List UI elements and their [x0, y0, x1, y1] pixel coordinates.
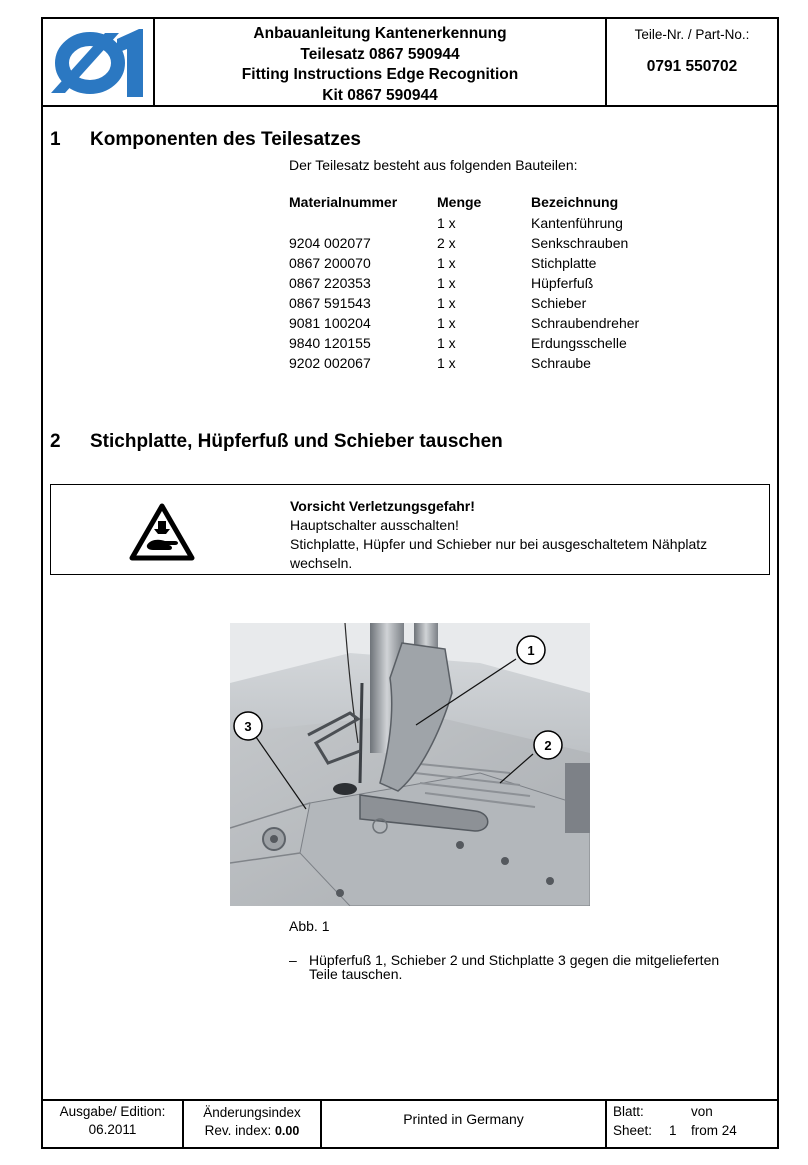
description: Schieber — [531, 295, 587, 311]
material-number: 0867 591543 — [289, 295, 371, 311]
parts-intro: Der Teilesatz besteht aus folgenden Bauteilen: — [289, 157, 578, 173]
description: Senkschrauben — [531, 235, 629, 251]
revision-cell — [184, 1101, 322, 1147]
warning-line: wechseln. — [290, 555, 353, 571]
instruction-line: Hüpferfuß 1, Schieber 2 und Stichplatte 3 gegen die mitgelieferten — [309, 952, 720, 968]
column-header: Materialnummer — [289, 194, 398, 210]
document-frame — [41, 17, 779, 1149]
parts-table — [289, 191, 691, 373]
material-number: 9202 002067 — [289, 355, 371, 371]
section-title: Stichplatte, Hüpferfuß und Schieber tauschen — [90, 431, 503, 452]
description: Hüpferfuß — [531, 275, 594, 291]
sheet-label-de: Blatt: — [613, 1104, 644, 1119]
table-row — [289, 353, 691, 373]
printed-cell — [322, 1101, 607, 1147]
sheet-label-en: Sheet: — [613, 1123, 653, 1138]
description: Kantenführung — [531, 215, 623, 231]
description: Stichplatte — [531, 255, 597, 271]
table-row — [289, 273, 691, 293]
warning-title: Vorsicht Verletzungsgefahr! — [290, 498, 475, 514]
material-number — [289, 213, 437, 233]
warning-line: Hauptschalter ausschalten! — [290, 517, 459, 533]
title-line: Teilesatz 0867 590944 — [300, 45, 460, 63]
callout-3: 3 — [244, 719, 252, 734]
quantity: 1 x — [437, 275, 456, 291]
description: Schraubendreher — [531, 315, 640, 331]
quantity: 1 x — [437, 335, 456, 351]
description: Erdungsschelle — [531, 335, 627, 351]
sheet-number: 1 — [669, 1123, 677, 1138]
table-row — [289, 293, 691, 313]
title-line: Fitting Instructions Edge Recognition — [241, 66, 519, 83]
figure-1-photo — [230, 623, 590, 906]
revision-value: 0.00 — [274, 1124, 300, 1138]
section-number: 1 — [50, 129, 61, 150]
quantity: 2 x — [437, 235, 456, 251]
part-number: 0791 550702 — [646, 58, 738, 75]
edition-label: Ausgabe/ Edition: — [59, 1104, 166, 1119]
edition-value: 06.2011 — [88, 1122, 137, 1137]
warning-box — [50, 484, 770, 575]
warning-line: Stichplatte, Hüpfer und Schieber nur bei ausgeschaltetem Nähplatz — [290, 536, 708, 552]
table-row — [289, 253, 691, 273]
revision-label-de: Änderungsindex — [203, 1105, 301, 1120]
sheet-cell — [607, 1101, 777, 1147]
quantity: 1 x — [437, 355, 456, 371]
section-number: 2 — [50, 431, 61, 452]
quantity: 1 x — [437, 215, 456, 231]
printed-in: Printed in Germany — [403, 1111, 524, 1127]
material-number: 0867 220353 — [289, 275, 371, 291]
revision-label-en: Rev. index: — [204, 1123, 272, 1138]
material-number: 9081 100204 — [289, 315, 371, 331]
callout-1: 1 — [527, 643, 535, 658]
warning-text — [290, 497, 707, 573]
material-number: 0867 200070 — [289, 255, 371, 271]
title-line: Anbauanleitung Kantenerkennung — [253, 25, 507, 42]
section-title: Komponenten des Teilesatzes — [90, 129, 361, 150]
column-header: Bezeichnung — [531, 194, 619, 210]
table-row — [289, 233, 691, 253]
table-header-row — [289, 191, 691, 213]
material-number: 9840 120155 — [289, 335, 371, 351]
company-logo — [43, 19, 155, 105]
edition-cell — [43, 1101, 184, 1147]
part-number-cell — [607, 19, 777, 105]
hand-crush-warning-icon — [129, 503, 195, 561]
instruction-line: Teile tauschen. — [309, 966, 403, 982]
quantity: 1 x — [437, 255, 456, 271]
callout-2: 2 — [544, 738, 552, 753]
table-row — [289, 313, 691, 333]
document-header — [43, 19, 777, 107]
quantity: 1 x — [437, 295, 456, 311]
description: Schraube — [531, 355, 591, 371]
logo-cell — [43, 19, 155, 105]
instruction-bullet: – — [289, 952, 297, 968]
quantity: 1 x — [437, 315, 456, 331]
title-line: Kit 0867 590944 — [322, 86, 438, 104]
sheet-total: from 24 — [691, 1123, 737, 1138]
column-header: Menge — [437, 194, 482, 210]
material-number: 9204 002077 — [289, 235, 371, 251]
document-footer — [43, 1099, 777, 1147]
document-title — [155, 19, 607, 105]
von-label: von — [691, 1104, 713, 1119]
table-row — [289, 333, 691, 353]
part-number-label: Teile-Nr. / Part-No.: — [634, 27, 750, 42]
figure-caption: Abb. 1 — [289, 918, 330, 934]
table-row — [289, 213, 691, 233]
